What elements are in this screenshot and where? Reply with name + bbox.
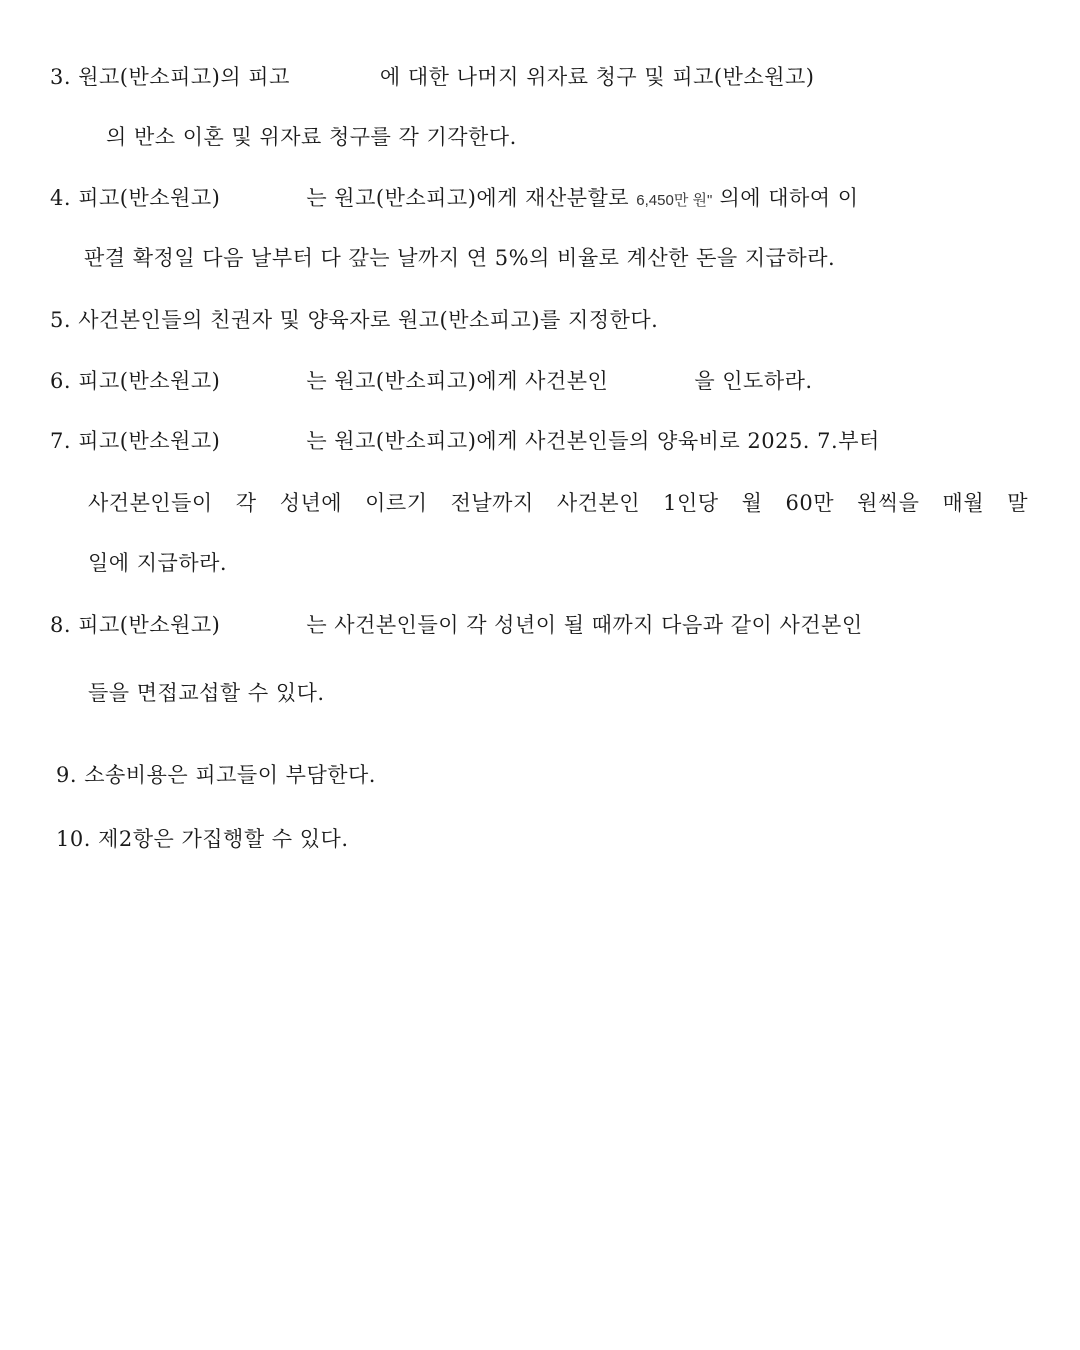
item-number: 3. — [50, 65, 72, 89]
item-4-line-2 — [84, 243, 835, 273]
item-number: 9. — [56, 763, 78, 787]
item-7-line-3 — [88, 548, 227, 578]
item-text: 의 반소 이혼 및 위자료 청구를 각 기각한다. — [106, 125, 517, 149]
item-number: 10. — [56, 827, 91, 851]
item-text: 의에 대하여 이 — [719, 186, 859, 210]
item-text: 사건본인들의 친권자 및 양육자로 원고(반소피고)를 지정한다. — [78, 308, 659, 332]
item-text: 들을 면접교섭할 수 있다. — [88, 681, 325, 705]
item-3-line-2 — [106, 122, 517, 152]
item-number: 4. — [50, 186, 72, 210]
item-text: 제2항은 가집행할 수 있다. — [98, 827, 349, 851]
item-text: 판결 확정일 다음 날부터 다 갚는 날까지 연 5%의 비율로 계산한 돈을 지급하라. — [84, 246, 836, 270]
item-8-line-1 — [50, 610, 863, 640]
item-9-line-1 — [56, 760, 376, 790]
item-text: 는 원고(반소피고)에게 사건본인 — [306, 369, 609, 393]
item-text: 는 사건본인들이 각 성년이 될 때까지 다음과 같이 사건본인 — [306, 613, 863, 637]
item-text: 피고(반소원고) — [78, 369, 221, 393]
item-6-line-1 — [50, 366, 813, 396]
item-7-line-2 — [88, 488, 1028, 518]
item-number: 6. — [50, 369, 72, 393]
item-10-line-1 — [56, 824, 349, 854]
item-8-line-2 — [88, 678, 325, 708]
item-number: 7. — [50, 429, 72, 453]
item-text: 는 원고(반소피고)에게 재산분할로 — [306, 186, 630, 210]
item-text: 원고(반소피고)의 피고 — [78, 65, 290, 89]
item-5-line-1 — [50, 305, 658, 335]
item-text: 피고(반소원고) — [78, 186, 221, 210]
item-number: 8. — [50, 613, 72, 637]
item-text: 는 원고(반소피고)에게 사건본인들의 양육비로 2025. 7.부터 — [306, 429, 880, 453]
item-4-line-1 — [50, 183, 859, 216]
item-text: 일에 지급하라. — [88, 551, 228, 575]
item-text: 을 인도하라. — [694, 369, 813, 393]
item-text: 소송비용은 피고들이 부담한다. — [84, 763, 376, 787]
item-text: 피고(반소원고) — [78, 429, 221, 453]
item-3-line-1 — [50, 62, 814, 92]
item-number: 5. — [50, 308, 72, 332]
amount-text: 6,450만 원" — [636, 192, 713, 209]
item-text: 피고(반소원고) — [78, 613, 221, 637]
item-text: 사건본인들이 각 성년에 이르기 전날까지 사건본인 1인당 월 60만 원씩을 매월 말 — [88, 491, 1028, 515]
item-7-line-1 — [50, 426, 880, 456]
item-text: 에 대한 나머지 위자료 청구 및 피고(반소원고) — [379, 65, 815, 89]
